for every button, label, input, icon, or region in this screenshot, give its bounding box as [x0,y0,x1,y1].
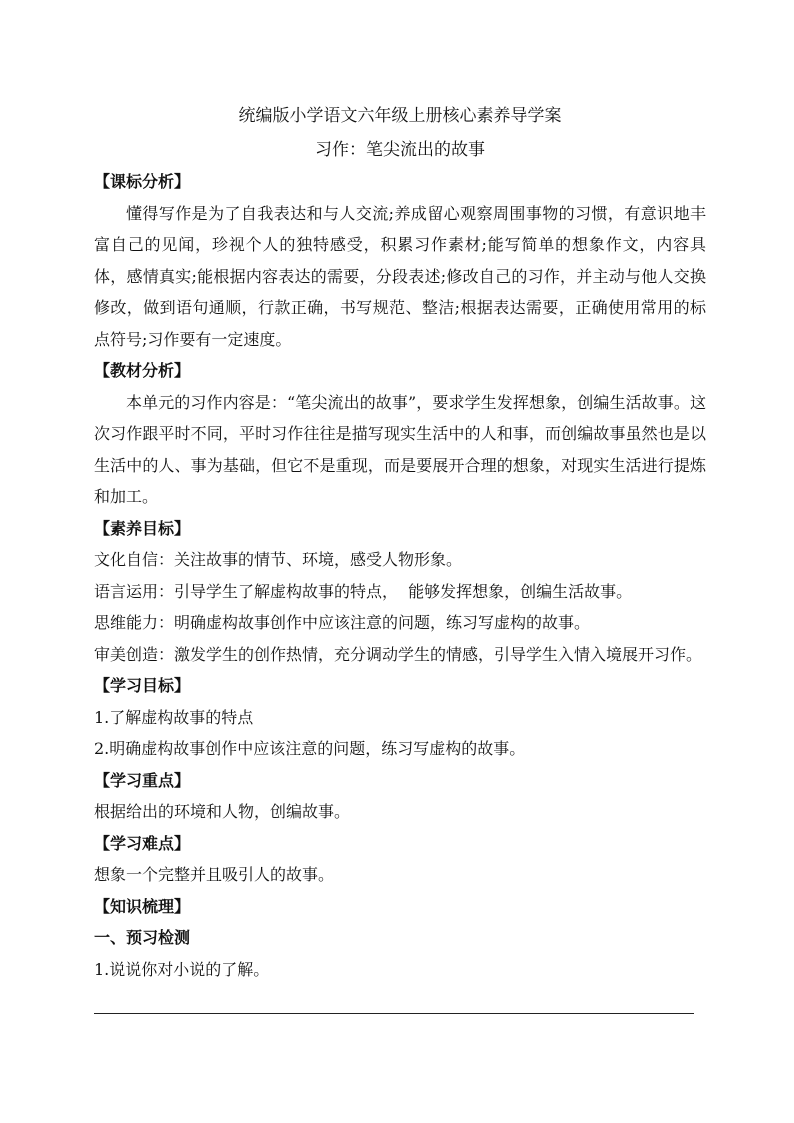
heading-textbook-analysis: 【教材分析】 [94,361,191,380]
document-content [94,100,706,985]
heading-learning-goals: 【学习目标】 [94,676,191,695]
difficulties-text: 想象一个完整并且吸引人的故事。 [94,865,335,884]
literacy-goal-language: 语言运用：引导学生了解虚构故事的特点， 能够发挥想象，创编生活故事。 [94,581,633,601]
key-points-text: 根据给出的环境和人物，创编故事。 [94,802,351,821]
heading-literacy-goals: 【素养目标】 [94,518,191,538]
heading-key-points: 【学习重点】 [94,770,191,790]
preview-question-1: 1.说说你对小说的了解。 [94,959,270,979]
literacy-goal-culture: 文化自信：关注故事的情节、环境，感受人物形象。 [94,550,463,569]
literacy-goal-thinking: 思维能力：明确虚构故事创作中应该注意的问题，练习写虚构的故事。 [94,613,591,632]
heading-difficulties: 【学习难点】 [94,833,191,853]
subheading-preview-check: 一、预习检测 [94,928,191,947]
learning-goal-2: 2.明确虚构故事创作中应该注意的问题，练习写虚构的故事。 [94,739,526,758]
heading-curriculum-analysis: 【课标分析】 [94,172,191,191]
document-title: 统编版小学语文六年级上册核心素养导学案 [238,106,562,126]
learning-goal-1: 1.了解虚构故事的特点 [94,707,254,727]
curriculum-analysis-text: 懂得写作是为了自我表达和与人交流;养成留心观察周围事物的习惯，有意识地丰富自己的见闻，珍视个人的独特感受，积累习作素材;能写简单的想象作文，内容具体，感情真实;能根据内容表达的需要，分段表述;修改自己的习作，并主动与他人交换修改，做到语句通顺，行款正确，书写规范、整洁;根据表达需要，正确使用常用的标点符号;习作要有一定速度。 [94,203,706,349]
document-subtitle: 习作：笔尖流出的故事 [315,140,485,160]
literacy-goal-aesthetic: 审美创造：激发学生的创作热情，充分调动学生的情感，引导学生入情入境展开习作。 [94,644,703,664]
textbook-analysis-text: 本单元的习作内容是：“笔尖流出的故事”，要求学生发挥想象，创编生活故事。这次习作跟平时不同，平时习作往往是描写现实生活中的人和事，而创编故事虽然也是以生活中的人、事为基础，但它不是重现，而是要展开合理的想象，对现实生活进行提炼和加工。 [94,392,706,506]
heading-knowledge-review: 【知识梳理】 [94,896,191,916]
answer-line[interactable] [94,1013,694,1014]
